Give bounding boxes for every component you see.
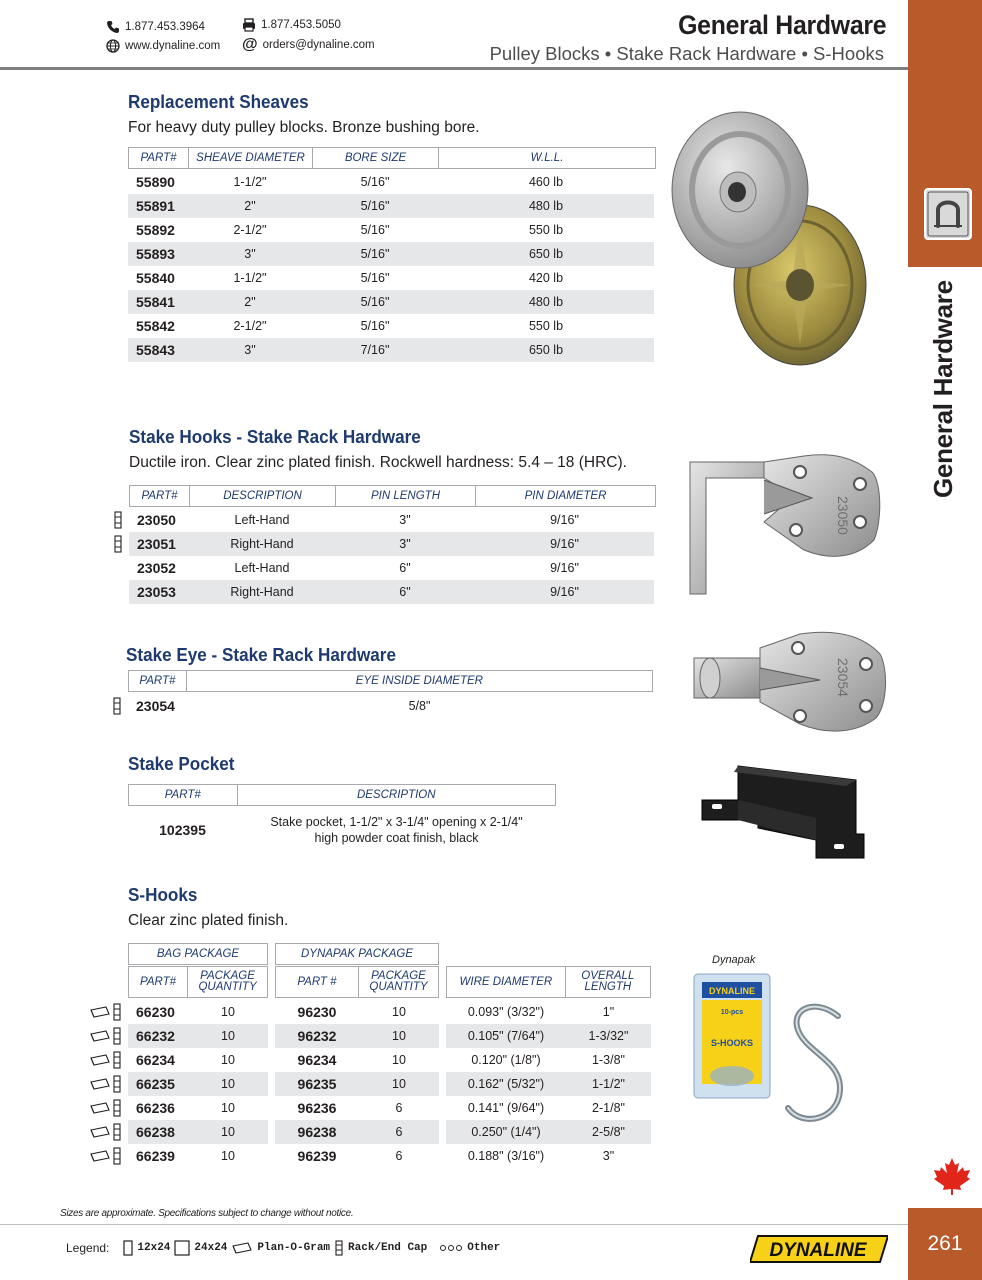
table-cell: 5/16" bbox=[360, 247, 390, 261]
table-cell: 6" bbox=[399, 585, 411, 599]
table-cell: 2" bbox=[244, 199, 256, 213]
stake-pocket-table-header bbox=[128, 784, 556, 806]
at-icon: @ bbox=[242, 36, 258, 53]
table-cell: 66235 bbox=[136, 1076, 175, 1092]
display-type-icons bbox=[113, 535, 123, 553]
col-dynapak-qty: PACKAGE QUANTITY bbox=[369, 970, 428, 993]
table-cell: 9/16" bbox=[550, 513, 579, 527]
table-row bbox=[446, 1120, 651, 1144]
table-cell: 55892 bbox=[136, 222, 175, 238]
table-cell: 2-1/2" bbox=[233, 319, 267, 333]
display-type-icons bbox=[113, 511, 123, 529]
dynapak-package-header bbox=[275, 943, 439, 965]
table-row bbox=[128, 314, 654, 338]
sheaves-desc: For heavy duty pulley blocks. Bronze bushing bore. bbox=[128, 119, 480, 136]
table-cell: 480 lb bbox=[528, 199, 564, 213]
pack-name: S-HOOKS bbox=[710, 1038, 754, 1048]
table-row bbox=[446, 1096, 651, 1120]
hook-category-icon bbox=[924, 188, 972, 240]
plan-o-gram-icon bbox=[89, 1101, 111, 1115]
table-row bbox=[128, 1096, 268, 1120]
plan-o-gram-icon bbox=[89, 1077, 111, 1091]
table-cell: 10 bbox=[392, 1053, 406, 1067]
col-part: PART# bbox=[129, 785, 238, 805]
table-row bbox=[128, 1120, 268, 1144]
col-description: DESCRIPTION bbox=[356, 788, 436, 801]
website-link[interactable]: www.dynaline.com bbox=[125, 40, 221, 52]
display-type-icons bbox=[89, 1051, 122, 1069]
col-sheave-diameter: SHEAVE DIAMETER bbox=[189, 148, 313, 168]
s-hooks-desc: Clear zinc plated finish. bbox=[128, 912, 289, 929]
table-row bbox=[128, 266, 654, 290]
table-cell: 66234 bbox=[136, 1052, 175, 1068]
table-cell: 96232 bbox=[297, 1028, 337, 1044]
bag-columns-header bbox=[128, 966, 268, 998]
table-cell: 0.093" (3/32") bbox=[467, 1005, 545, 1019]
sheaves-table-header bbox=[128, 147, 656, 169]
table-cell: 55841 bbox=[136, 294, 175, 310]
table-row bbox=[128, 1024, 268, 1048]
col-wire-diameter: WIRE DIAMETER bbox=[447, 967, 566, 997]
rack-end-cap-icon bbox=[112, 1099, 122, 1117]
sidebar-category-label: General Hardware bbox=[928, 280, 958, 498]
col-overall-length: OVERALL LENGTH bbox=[581, 970, 635, 993]
dynaline-logo bbox=[750, 1234, 888, 1264]
col-bag-qty: PACKAGE QUANTITY bbox=[198, 970, 257, 993]
table-cell: 6 bbox=[395, 1101, 403, 1115]
icon-12x24 bbox=[123, 1240, 133, 1256]
table-cell: 9/16" bbox=[550, 537, 579, 551]
group-dynapak-package: DYNAPAK PACKAGE bbox=[300, 947, 414, 960]
rack-end-cap-icon bbox=[112, 1027, 122, 1045]
table-row bbox=[275, 1096, 439, 1120]
phone-contact bbox=[106, 20, 205, 34]
col-eye-inside-diameter: EYE INSIDE DIAMETER bbox=[355, 674, 483, 687]
table-cell: 650 lb bbox=[528, 343, 564, 357]
table-row bbox=[275, 1144, 439, 1168]
table-cell: 23051 bbox=[137, 536, 176, 552]
col-part: PART# bbox=[130, 486, 190, 506]
legend-rack-end-cap: Rack/End Cap bbox=[348, 1242, 428, 1254]
globe-icon bbox=[106, 39, 120, 53]
table-row bbox=[128, 1000, 268, 1024]
table-row bbox=[129, 556, 654, 580]
table-cell: 0.120" (1/8") bbox=[471, 1053, 541, 1067]
part-description bbox=[237, 814, 556, 846]
legend-24x24: 24x24 bbox=[194, 1242, 228, 1254]
stake-hooks-title: Stake Hooks - Stake Rack Hardware bbox=[129, 427, 421, 447]
legend-other: Other bbox=[467, 1242, 501, 1254]
dynapak-caption: Dynapak bbox=[712, 954, 756, 966]
fax-contact bbox=[242, 18, 341, 32]
table-row bbox=[129, 532, 654, 556]
stake-pocket-product-image bbox=[698, 762, 868, 868]
table-cell: 480 lb bbox=[528, 295, 564, 309]
fax-icon bbox=[242, 18, 256, 32]
table-cell: 460 lb bbox=[528, 175, 564, 189]
table-cell: 650 lb bbox=[528, 247, 564, 261]
table-cell: 2-5/8" bbox=[592, 1125, 625, 1139]
table-cell: 3" bbox=[244, 343, 256, 357]
table-row bbox=[129, 580, 654, 604]
pack-count: 10-pcs bbox=[720, 1009, 744, 1016]
table-cell: 23053 bbox=[137, 584, 176, 600]
table-cell: 1-3/32" bbox=[588, 1029, 629, 1043]
table-cell: 96239 bbox=[297, 1148, 337, 1164]
table-row bbox=[128, 290, 654, 314]
table-cell: 96234 bbox=[297, 1052, 337, 1068]
table-cell: 6" bbox=[399, 561, 411, 575]
phone-icon bbox=[106, 20, 120, 34]
table-cell: Left-Hand bbox=[234, 513, 290, 527]
desc-line-1: Stake pocket, 1-1/2" x 3-1/4" opening x 2-1/4" bbox=[270, 815, 523, 829]
table-cell: 1-1/2" bbox=[592, 1077, 625, 1091]
sheave-product-image bbox=[670, 110, 870, 370]
s-hook-product-image bbox=[690, 968, 870, 1168]
legend bbox=[66, 1240, 500, 1256]
display-type-icons bbox=[112, 697, 122, 715]
table-cell: 96236 bbox=[297, 1100, 337, 1116]
table-cell: 10 bbox=[221, 1077, 235, 1091]
stake-eye-product-image bbox=[690, 628, 890, 738]
table-cell: 0.188" (3/16") bbox=[467, 1149, 545, 1163]
table-cell: Right-Hand bbox=[230, 537, 294, 551]
legend-label: Legend: bbox=[66, 1241, 110, 1255]
rack-end-cap-icon bbox=[112, 1003, 122, 1021]
col-part: PART# bbox=[129, 148, 189, 168]
table-row bbox=[275, 1000, 439, 1024]
col-bore-size: BORE SIZE bbox=[313, 148, 439, 168]
rack-end-cap-icon bbox=[334, 1240, 344, 1256]
rack-end-cap-icon bbox=[113, 535, 123, 553]
website-contact bbox=[106, 39, 220, 53]
table-cell: 96235 bbox=[297, 1076, 337, 1092]
footer-rule bbox=[0, 1224, 908, 1225]
table-cell: 55890 bbox=[136, 174, 175, 190]
stake-hooks-table-header bbox=[129, 485, 656, 507]
other-icon bbox=[439, 1243, 463, 1253]
table-row bbox=[275, 1048, 439, 1072]
display-type-icons bbox=[89, 1027, 122, 1045]
table-cell: 55893 bbox=[136, 246, 175, 262]
display-type-icons bbox=[89, 1147, 122, 1165]
page-subtitle: Pulley Blocks • Stake Rack Hardware • S-Hooks bbox=[489, 43, 884, 64]
stake-pocket-title: Stake Pocket bbox=[128, 754, 235, 774]
table-cell: 23054 bbox=[136, 698, 175, 714]
table-cell: 10 bbox=[221, 1125, 235, 1139]
col-description: DESCRIPTION bbox=[190, 486, 336, 506]
s-hooks-title: S-Hooks bbox=[128, 885, 198, 905]
display-type-icons bbox=[89, 1075, 122, 1093]
table-cell: 2-1/2" bbox=[233, 223, 267, 237]
group-bag-package: BAG PACKAGE bbox=[156, 947, 240, 960]
display-type-icons bbox=[89, 1003, 122, 1021]
table-cell: 7/16" bbox=[360, 343, 390, 357]
table-row bbox=[446, 1024, 651, 1048]
stake-eye-stamp: 23054 bbox=[835, 658, 851, 697]
table-cell: Left-Hand bbox=[234, 561, 290, 575]
legend-12x24: 12x24 bbox=[137, 1242, 171, 1254]
table-cell: 9/16" bbox=[550, 561, 579, 575]
desc-line-2: high powder coat finish, black bbox=[314, 831, 479, 845]
plan-o-gram-icon bbox=[231, 1241, 253, 1255]
table-cell: 0.105" (7/64") bbox=[467, 1029, 545, 1043]
col-pin-diameter: PIN DIAMETER bbox=[524, 489, 607, 502]
table-cell: 5/16" bbox=[360, 199, 390, 213]
table-cell: 66236 bbox=[136, 1100, 175, 1116]
table-row bbox=[128, 194, 654, 218]
table-cell: Right-Hand bbox=[230, 585, 294, 599]
table-cell: 6 bbox=[395, 1125, 403, 1139]
table-row bbox=[446, 1048, 651, 1072]
table-cell: 10 bbox=[221, 1005, 235, 1019]
table-row bbox=[446, 1000, 651, 1024]
table-cell: 2" bbox=[244, 295, 256, 309]
table-cell: 3" bbox=[244, 247, 256, 261]
rack-end-cap-icon bbox=[112, 697, 122, 715]
table-cell: 5/16" bbox=[360, 271, 390, 285]
col-part: PART# bbox=[129, 671, 187, 691]
table-cell: 0.141" (9/64") bbox=[467, 1101, 545, 1115]
table-cell: 5/16" bbox=[360, 319, 390, 333]
logo-text: DYNALINE bbox=[769, 1240, 867, 1261]
canada-maple-leaf-icon bbox=[932, 1157, 972, 1195]
table-cell: 55843 bbox=[136, 342, 175, 358]
rack-end-cap-icon bbox=[112, 1075, 122, 1093]
part-number: 102395 bbox=[159, 822, 206, 838]
col-pin-length: PIN LENGTH bbox=[336, 486, 476, 506]
table-row bbox=[128, 218, 654, 242]
table-cell: 5/16" bbox=[360, 295, 390, 309]
plan-o-gram-icon bbox=[89, 1005, 111, 1019]
sheaves-title: Replacement Sheaves bbox=[128, 92, 309, 112]
stake-hook-product-image bbox=[684, 452, 884, 597]
email-contact bbox=[242, 38, 375, 52]
page-number: 261 bbox=[927, 1232, 963, 1255]
table-cell: 10 bbox=[392, 1029, 406, 1043]
plan-o-gram-icon bbox=[89, 1125, 111, 1139]
table-cell: 10 bbox=[221, 1029, 235, 1043]
table-cell: 0.162" (5/32") bbox=[467, 1077, 545, 1091]
col-bag-part: PART# bbox=[129, 967, 188, 997]
plan-o-gram-icon bbox=[89, 1053, 111, 1067]
table-cell: 10 bbox=[392, 1005, 406, 1019]
table-row bbox=[128, 1048, 268, 1072]
table-cell: 1-1/2" bbox=[233, 175, 267, 189]
table-cell: 10 bbox=[392, 1077, 406, 1091]
table-row bbox=[128, 242, 654, 266]
table-cell: 0.250" (1/4") bbox=[471, 1125, 541, 1139]
page-title: General Hardware bbox=[677, 10, 886, 40]
table-cell: 3" bbox=[399, 513, 411, 527]
plan-o-gram-icon bbox=[89, 1029, 111, 1043]
table-cell: 55891 bbox=[136, 198, 175, 214]
table-cell: 23052 bbox=[137, 560, 176, 576]
rack-end-cap-icon bbox=[112, 1123, 122, 1141]
table-cell: 1-3/8" bbox=[592, 1053, 625, 1067]
table-row bbox=[275, 1024, 439, 1048]
table-cell: 1-1/2" bbox=[233, 271, 267, 285]
disclaimer: Sizes are approximate. Specifications subject to change without notice. bbox=[60, 1208, 354, 1219]
table-row bbox=[446, 1072, 651, 1096]
stake-eye-title: Stake Eye - Stake Rack Hardware bbox=[126, 645, 396, 665]
spec-columns-header bbox=[446, 966, 651, 998]
fax-number: 1.877.453.5050 bbox=[261, 19, 341, 31]
table-cell: 96230 bbox=[297, 1004, 337, 1020]
table-row bbox=[128, 1144, 268, 1168]
table-row bbox=[129, 508, 654, 532]
stake-hook-stamp: 23050 bbox=[835, 496, 851, 535]
rack-end-cap-icon bbox=[112, 1051, 122, 1069]
table-row bbox=[275, 1120, 439, 1144]
table-cell: 55842 bbox=[136, 318, 175, 334]
table-row bbox=[128, 694, 653, 718]
table-cell: 10 bbox=[221, 1053, 235, 1067]
table-cell: 96238 bbox=[297, 1124, 337, 1140]
col-dynapak-part: PART # bbox=[276, 967, 359, 997]
pack-brand: DYNALINE bbox=[708, 986, 756, 996]
table-cell: 23050 bbox=[137, 512, 176, 528]
table-cell: 10 bbox=[221, 1149, 235, 1163]
display-type-icons bbox=[89, 1099, 122, 1117]
table-cell: 1" bbox=[602, 1005, 615, 1019]
table-row bbox=[128, 338, 654, 362]
table-cell: 2-1/8" bbox=[592, 1101, 625, 1115]
table-cell: 5/8" bbox=[408, 699, 431, 713]
table-cell: 5/16" bbox=[360, 175, 390, 189]
table-cell: 66238 bbox=[136, 1124, 175, 1140]
rack-end-cap-icon bbox=[112, 1147, 122, 1165]
plan-o-gram-icon bbox=[89, 1149, 111, 1163]
stake-pocket-row bbox=[128, 812, 556, 848]
icon-24x24 bbox=[174, 1240, 190, 1256]
table-cell: 66239 bbox=[136, 1148, 175, 1164]
table-cell: 66230 bbox=[136, 1004, 175, 1020]
dynapak-columns-header bbox=[275, 966, 439, 998]
sidebar-divider bbox=[908, 265, 982, 267]
table-cell: 3" bbox=[399, 537, 411, 551]
table-cell: 55840 bbox=[136, 270, 175, 286]
display-type-icons bbox=[89, 1123, 122, 1141]
col-wll: W.L.L. bbox=[530, 151, 564, 164]
table-cell: 550 lb bbox=[528, 319, 564, 333]
table-row bbox=[128, 1072, 268, 1096]
table-row bbox=[275, 1072, 439, 1096]
email-link[interactable]: orders@dynaline.com bbox=[262, 39, 375, 51]
rack-end-cap-icon bbox=[113, 511, 123, 529]
table-cell: 5/16" bbox=[360, 223, 390, 237]
table-cell: 10 bbox=[221, 1101, 235, 1115]
table-cell: 3" bbox=[602, 1149, 615, 1163]
header-rule bbox=[0, 67, 908, 70]
table-cell: 66232 bbox=[136, 1028, 175, 1044]
stake-hooks-desc: Ductile iron. Clear zinc plated finish. Rockwell hardness: 5.4 – 18 (HRC). bbox=[129, 454, 627, 471]
phone-number: 1.877.453.3964 bbox=[125, 21, 205, 33]
table-cell: 550 lb bbox=[528, 223, 564, 237]
table-cell: 420 lb bbox=[528, 271, 564, 285]
table-cell: 6 bbox=[395, 1149, 403, 1163]
table-row bbox=[446, 1144, 651, 1168]
bag-package-header bbox=[128, 943, 268, 965]
legend-plan-o-gram: Plan-O-Gram bbox=[257, 1242, 331, 1254]
table-cell: 9/16" bbox=[550, 585, 579, 599]
stake-eye-table-header bbox=[128, 670, 653, 692]
table-row bbox=[128, 170, 654, 194]
